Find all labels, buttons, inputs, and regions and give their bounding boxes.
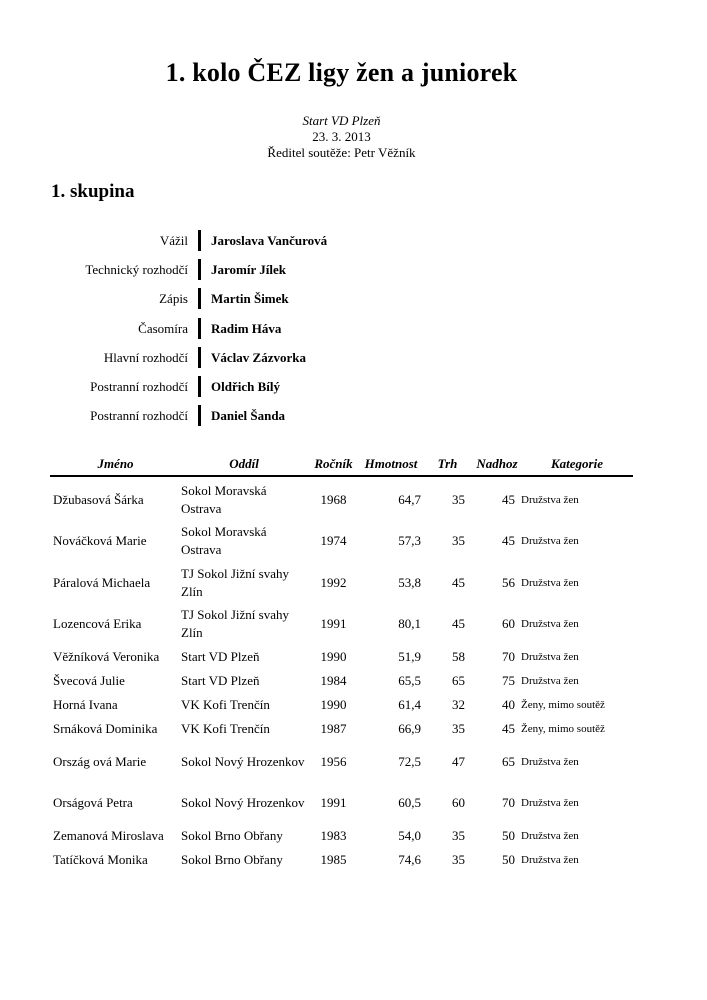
cell-push: 70 — [502, 795, 515, 811]
cell-weight: 53,8 — [398, 574, 421, 590]
cell-year: 1987 — [320, 721, 347, 736]
cell-push: 60 — [502, 616, 515, 632]
event-meta — [0, 113, 683, 161]
official-divider — [198, 347, 201, 368]
cell-push: 50 — [502, 828, 515, 843]
cell-club: TJ Sokol Jižní svahy Zlín — [181, 607, 289, 641]
cell-snatch: 58 — [452, 649, 465, 664]
cell-weight: 65,5 — [398, 673, 421, 688]
table-row — [50, 741, 633, 783]
cell-weight: 57,3 — [398, 533, 421, 549]
cell-push: 75 — [502, 673, 515, 688]
cell-club: Sokol Moravská Ostrava — [181, 524, 267, 558]
header-name: Jméno — [50, 452, 181, 476]
cell-name: Orságová Petra — [53, 795, 133, 811]
cell-name: Nováčková Marie — [53, 533, 147, 549]
cell-category: Družstva žen — [521, 797, 579, 810]
table-row — [50, 562, 633, 604]
table-row — [50, 521, 633, 563]
cell-category: Družstva žen — [521, 651, 579, 663]
cell-weight: 64,7 — [398, 491, 421, 507]
cell-snatch: 60 — [452, 795, 465, 811]
official-row — [0, 229, 707, 258]
official-role: Technický rozhodčí — [85, 262, 188, 278]
official-role: Časomíra — [138, 320, 188, 336]
official-divider — [198, 288, 201, 309]
official-divider — [198, 230, 201, 251]
official-row — [0, 317, 707, 346]
event-date: 23. 3. 2013 — [312, 129, 371, 144]
cell-name: Lozencová Erika — [53, 616, 142, 632]
competition-director: Ředitel soutěže: Petr Věžník — [267, 145, 416, 160]
official-divider — [198, 259, 201, 280]
table-row — [50, 848, 633, 872]
cell-category: Družstva žen — [521, 830, 579, 842]
cell-weight: 72,5 — [398, 753, 421, 769]
cell-name: Švecová Julie — [53, 673, 125, 688]
cell-name: Zemanová Miroslava — [53, 828, 164, 843]
cell-push: 50 — [502, 852, 515, 867]
cell-name: Horná Ivana — [53, 697, 118, 712]
cell-push: 40 — [502, 697, 515, 712]
cell-year: 1983 — [320, 828, 347, 843]
table-header-row — [50, 452, 633, 476]
header-year: Ročník — [307, 452, 360, 476]
cell-push: 65 — [502, 753, 515, 769]
cell-weight: 54,0 — [398, 828, 421, 843]
cell-name: Páralová Michaela — [53, 574, 151, 590]
cell-weight: 60,5 — [398, 795, 421, 811]
header-snatch: Trh — [422, 452, 473, 476]
official-name: Václav Zázvorka — [211, 349, 306, 365]
table-row — [50, 669, 633, 693]
cell-club: Sokol Moravská Ostrava — [181, 482, 267, 516]
cell-push: 56 — [502, 574, 515, 590]
cell-category: Družstva žen — [521, 576, 579, 589]
cell-push: 70 — [502, 649, 515, 664]
cell-name: Srnáková Dominika — [53, 721, 158, 736]
table-row — [50, 476, 633, 521]
cell-year: 1991 — [320, 795, 347, 811]
officials-list — [0, 229, 707, 433]
cell-snatch: 32 — [452, 697, 465, 712]
cell-name: Ország ová Marie — [53, 753, 147, 769]
official-row — [0, 258, 707, 287]
cell-name: Džubasová Šárka — [53, 491, 144, 507]
cell-category: Družstva žen — [521, 493, 579, 506]
cell-snatch: 35 — [452, 491, 465, 507]
cell-category: Ženy, mimo soutěž — [521, 699, 605, 711]
cell-club: Start VD Plzeň — [181, 673, 260, 688]
official-role: Vážil — [159, 233, 188, 248]
cell-snatch: 35 — [452, 533, 465, 549]
cell-snatch: 45 — [452, 616, 465, 632]
table-row — [50, 645, 633, 669]
official-row — [0, 346, 707, 375]
cell-push: 45 — [502, 721, 515, 736]
document-title: 1. kolo ČEZ ligy žen a juniorek — [165, 58, 518, 87]
table-row — [50, 693, 633, 717]
cell-year: 1992 — [320, 574, 347, 590]
cell-push: 45 — [502, 533, 515, 549]
results-table — [50, 452, 633, 872]
header-club: Oddíl — [181, 452, 307, 476]
cell-club: Sokol Brno Obřany — [181, 852, 283, 867]
cell-club: Sokol Nový Hrozenkov — [181, 795, 305, 811]
cell-category: Družstva žen — [521, 854, 579, 866]
cell-category: Družstva žen — [521, 755, 579, 768]
official-role: Zápis — [159, 291, 188, 307]
official-row — [0, 287, 707, 316]
official-divider — [198, 318, 201, 339]
official-name: Martin Šimek — [211, 291, 289, 307]
cell-snatch: 65 — [452, 673, 465, 688]
cell-year: 1991 — [320, 616, 347, 632]
cell-weight: 51,9 — [398, 649, 421, 664]
cell-snatch: 35 — [452, 721, 465, 736]
cell-weight: 80,1 — [398, 616, 421, 632]
official-name: Oldřich Bílý — [211, 378, 280, 394]
official-role: Postranní rozhodčí — [90, 378, 188, 394]
official-role: Postranní rozhodčí — [90, 408, 188, 424]
header-weight: Hmotnost — [360, 452, 422, 476]
cell-snatch: 45 — [452, 574, 465, 590]
official-role: Hlavní rozhodčí — [103, 349, 188, 365]
cell-year: 1990 — [320, 697, 347, 712]
header-push: Nadhoz — [473, 452, 521, 476]
cell-year: 1974 — [320, 533, 347, 549]
cell-club: Sokol Nový Hrozenkov — [181, 753, 305, 769]
cell-push: 45 — [502, 491, 515, 507]
cell-year: 1956 — [320, 753, 347, 769]
table-row — [50, 783, 633, 825]
cell-name: Věžníková Veronika — [53, 649, 160, 664]
event-location: Start VD Plzeň — [302, 113, 381, 128]
official-name: Radim Háva — [211, 320, 282, 336]
table-row — [50, 824, 633, 848]
official-divider — [198, 405, 201, 426]
cell-club: Start VD Plzeň — [181, 649, 260, 664]
official-divider — [198, 376, 201, 397]
header-category: Kategorie — [521, 452, 633, 476]
cell-snatch: 47 — [452, 753, 465, 769]
official-name: Daniel Šanda — [211, 408, 286, 424]
cell-category: Družstva žen — [521, 618, 579, 631]
group-heading: 1. skupina — [51, 181, 135, 202]
cell-snatch: 35 — [452, 828, 465, 843]
cell-club: VK Kofi Trenčín — [181, 697, 270, 712]
cell-club: VK Kofi Trenčín — [181, 721, 270, 736]
cell-category: Družstva žen — [521, 675, 579, 687]
table-row — [50, 604, 633, 646]
cell-club: TJ Sokol Jižní svahy Zlín — [181, 565, 289, 599]
table-row — [50, 717, 633, 741]
cell-year: 1968 — [320, 491, 347, 507]
cell-weight: 61,4 — [398, 697, 421, 712]
cell-snatch: 35 — [452, 852, 465, 867]
cell-weight: 66,9 — [398, 721, 421, 736]
official-row — [0, 375, 707, 404]
cell-year: 1990 — [320, 649, 347, 664]
cell-weight: 74,6 — [398, 852, 421, 867]
official-name: Jaroslava Vančurová — [211, 233, 328, 248]
cell-category: Družstva žen — [521, 535, 579, 548]
cell-category: Ženy, mimo soutěž — [521, 723, 605, 735]
cell-club: Sokol Brno Obřany — [181, 828, 283, 843]
official-row — [0, 404, 707, 433]
official-name: Jaromír Jílek — [211, 262, 286, 278]
cell-year: 1984 — [320, 673, 347, 688]
cell-year: 1985 — [320, 852, 347, 867]
cell-name: Tatíčková Monika — [53, 852, 148, 867]
